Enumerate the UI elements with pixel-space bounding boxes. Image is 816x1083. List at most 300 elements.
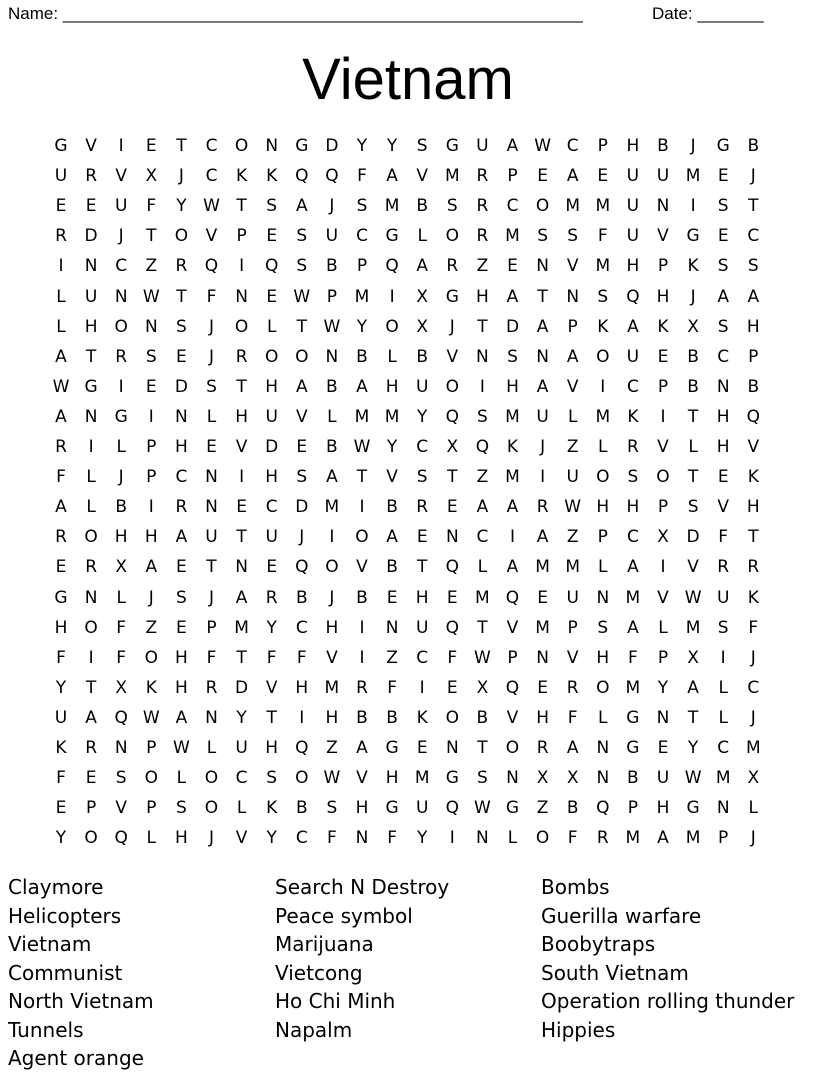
grid-letter: H (325, 617, 339, 638)
grid-letter: E (176, 346, 187, 367)
grid-letter: L (86, 497, 96, 518)
grid-letter: G (686, 798, 700, 819)
grid-letter: W (293, 286, 311, 307)
grid-letter: B (326, 376, 338, 397)
grid-letter: R (55, 527, 67, 548)
grid-letter: U (265, 406, 278, 427)
grid-letter: O (445, 376, 459, 397)
grid-letter: N (506, 768, 519, 789)
grid-letter: Y (176, 196, 187, 217)
grid-letter: N (325, 346, 339, 367)
grid-letter: C (205, 136, 218, 156)
grid-letter: Z (476, 467, 489, 488)
grid-letter: U (626, 346, 640, 367)
grid-letter: E (416, 738, 428, 758)
grid-letter: O (445, 226, 459, 247)
grid-letter: A (55, 406, 67, 427)
grid-letter: Z (145, 617, 158, 638)
grid-letter: F (116, 647, 127, 668)
grid-letter: H (385, 768, 399, 789)
grid-letter: Z (386, 647, 398, 668)
grid-letter: G (445, 286, 459, 307)
grid-letter: A (687, 677, 699, 698)
grid-letter: H (506, 376, 519, 397)
grid-letter: G (54, 136, 68, 156)
grid-letter: R (175, 256, 188, 277)
grid-letter: N (476, 346, 489, 367)
grid-letter: U (205, 527, 218, 548)
grid-letter: Q (505, 677, 520, 698)
grid-letter: L (236, 798, 247, 819)
grid-letter: S (717, 196, 729, 217)
grid-letter: S (296, 467, 308, 488)
grid-letter: P (657, 376, 669, 397)
grid-letter: B (416, 196, 429, 217)
grid-letter: E (176, 617, 187, 638)
grid-letter: I (118, 376, 124, 397)
grid-letter: L (658, 617, 668, 638)
grid-letter: F (567, 707, 578, 728)
grid-letter: E (386, 587, 398, 608)
grid-letter: H (84, 316, 98, 337)
grid-letter: E (717, 467, 729, 488)
grid-letter: R (85, 166, 97, 187)
grid-letter: J (118, 226, 124, 247)
grid-letter: J (750, 166, 756, 187)
grid-letter: A (566, 166, 579, 187)
grid-letter: O (505, 738, 520, 758)
grid-letter: P (507, 166, 518, 187)
grid-letter: E (266, 557, 278, 578)
grid-letter: R (416, 497, 429, 518)
grid-letter: D (686, 527, 700, 548)
grid-letter: B (657, 136, 669, 156)
grid-letter: P (657, 647, 669, 668)
grid-letter: J (690, 136, 696, 156)
grid-letter: T (748, 527, 759, 548)
grid-letter: J (750, 828, 756, 849)
grid-letter: R (356, 677, 368, 698)
grid-letter: O (84, 527, 98, 548)
grid-letter: A (295, 376, 308, 397)
grid-letter: T (416, 557, 428, 578)
grid-letter: F (718, 527, 729, 548)
word-list-item: Vietcong (275, 960, 363, 985)
grid-letter: U (114, 196, 128, 217)
grid-letter: G (385, 738, 399, 758)
grid-letter: L (206, 406, 217, 427)
grid-letter: G (114, 406, 128, 427)
grid-letter: N (445, 738, 459, 758)
grid-letter: O (596, 346, 610, 367)
grid-letter: T (236, 527, 247, 548)
grid-letter: W (473, 647, 491, 668)
grid-letter: M (625, 677, 641, 698)
grid-letter: I (600, 376, 606, 397)
grid-letter: K (687, 256, 699, 277)
grid-letter: H (596, 647, 610, 668)
grid-letter: M (475, 587, 490, 608)
word-search-grid (46, 131, 776, 853)
grid-letter: Q (475, 437, 490, 457)
grid-letter: D (265, 437, 279, 457)
grid-letter: J (178, 166, 184, 187)
grid-letter: L (146, 828, 157, 849)
grid-letter: E (416, 527, 428, 548)
grid-letter: W (323, 316, 341, 337)
grid-letter: G (385, 798, 399, 819)
grid-letter: N (205, 467, 218, 488)
grid-letter: B (295, 798, 308, 819)
grid-letter: T (236, 376, 247, 397)
grid-letter: K (266, 798, 278, 819)
grid-letter: S (175, 798, 187, 819)
grid-letter: R (566, 677, 579, 698)
grid-letter: I (58, 256, 64, 277)
grid-letter: H (325, 707, 339, 728)
grid-letter: W (142, 707, 160, 728)
grid-letter: K (747, 587, 759, 608)
grid-letter: I (660, 406, 666, 427)
grid-letter: G (626, 707, 640, 728)
grid-letter: J (148, 587, 154, 608)
grid-letter: K (55, 738, 67, 758)
grid-letter: M (595, 256, 611, 277)
grid-letter: T (236, 196, 247, 217)
grid-letter: H (265, 376, 279, 397)
grid-letter: R (626, 437, 639, 457)
grid-letter: A (506, 286, 519, 307)
grid-letter: X (687, 647, 699, 668)
grid-letter: F (628, 647, 638, 668)
grid-letter: S (567, 226, 579, 247)
grid-letter: N (175, 406, 188, 427)
grid-letter: H (174, 828, 188, 849)
grid-letter: J (690, 286, 696, 307)
grid-letter: S (266, 196, 278, 217)
grid-letter: U (54, 707, 68, 728)
grid-letter: J (208, 587, 214, 608)
grid-letter: P (206, 617, 217, 638)
grid-letter: E (597, 166, 609, 187)
grid-letter: X (145, 166, 158, 187)
grid-letter: C (626, 376, 639, 397)
grid-letter: J (299, 527, 305, 548)
grid-letter: A (536, 527, 549, 548)
grid-letter: M (625, 828, 641, 849)
grid-letter: O (656, 467, 670, 488)
grid-letter: S (115, 768, 127, 789)
grid-letter: B (326, 256, 338, 277)
grid-letter: R (175, 497, 188, 518)
grid-letter: C (115, 256, 128, 277)
grid-letter: U (84, 286, 98, 307)
grid-letter: A (386, 166, 398, 187)
grid-letter: N (385, 617, 399, 638)
grid-letter: J (750, 707, 756, 728)
grid-letter: A (326, 467, 338, 488)
grid-letter: H (355, 798, 369, 819)
word-list-item: Marijuana (275, 932, 374, 956)
grid-letter: A (627, 557, 639, 578)
grid-letter: M (565, 196, 581, 217)
word-list-item: Ho Chi Minh (275, 989, 396, 1013)
grid-letter: V (747, 437, 760, 457)
grid-letter: H (656, 798, 670, 819)
grid-letter: P (507, 647, 518, 668)
grid-letter: M (384, 406, 400, 427)
grid-letter: S (476, 406, 488, 427)
grid-letter: F (748, 617, 759, 638)
grid-letter: S (206, 376, 217, 397)
grid-letter: R (596, 828, 609, 849)
grid-letter: L (477, 557, 488, 578)
grid-letter: A (235, 587, 248, 608)
grid-letter: S (446, 196, 458, 217)
grid-letter: S (507, 346, 518, 367)
grid-letter: B (326, 437, 338, 457)
grid-letter: A (536, 316, 549, 337)
grid-letter: N (536, 346, 549, 367)
grid-letter: L (718, 677, 728, 698)
grid-letter: V (326, 647, 338, 668)
grid-letter: S (296, 226, 308, 247)
grid-letter: J (118, 467, 124, 488)
grid-letter: W (684, 587, 702, 608)
grid-letter: P (597, 527, 608, 548)
grid-letter: I (509, 527, 515, 548)
grid-letter: H (626, 256, 640, 277)
grid-letter: V (687, 557, 699, 578)
grid-letter: D (174, 376, 188, 397)
grid-letter: N (355, 828, 369, 849)
grid-letter: S (175, 587, 187, 608)
grid-letter: E (145, 136, 157, 156)
grid-letter: M (234, 617, 249, 638)
grid-letter: I (479, 376, 485, 397)
grid-letter: S (416, 467, 428, 488)
grid-letter: Q (204, 256, 219, 277)
grid-letter: B (356, 707, 368, 728)
grid-letter: P (567, 617, 578, 638)
grid-letter: V (85, 136, 97, 156)
grid-letter: S (416, 136, 428, 156)
grid-letter: V (566, 256, 579, 277)
grid-letter: A (55, 346, 67, 367)
grid-letter: H (656, 286, 670, 307)
grid-letter: D (84, 226, 98, 247)
grid-letter: D (235, 677, 249, 698)
grid-letter: A (416, 256, 428, 277)
grid-letter: N (265, 136, 279, 156)
word-list-item: Claymore (8, 875, 104, 899)
grid-letter: Z (566, 527, 579, 548)
grid-letter: M (384, 196, 400, 217)
grid-letter: U (325, 226, 339, 247)
grid-letter: V (416, 166, 428, 187)
word-list-item: Tunnels (8, 1017, 84, 1042)
grid-letter: M (414, 768, 430, 789)
grid-letter: U (656, 166, 670, 187)
grid-letter: N (445, 527, 459, 548)
grid-letter: I (359, 617, 365, 638)
grid-letter: F (206, 647, 217, 668)
grid-letter: U (536, 406, 549, 427)
grid-letter: S (747, 256, 759, 277)
grid-letter: V (506, 617, 519, 638)
grid-letter: L (567, 406, 578, 427)
grid-letter: R (55, 437, 67, 457)
grid-letter: S (476, 768, 488, 789)
grid-letter: K (416, 707, 428, 728)
grid-letter: N (536, 647, 549, 668)
grid-letter: J (540, 437, 546, 457)
grid-letter: V (235, 828, 248, 849)
grid-letter: A (506, 497, 519, 518)
grid-letter: G (84, 376, 98, 397)
grid-letter: H (746, 497, 760, 518)
grid-letter: R (235, 346, 248, 367)
grid-letter: F (387, 828, 397, 849)
grid-letter: O (84, 617, 98, 638)
grid-letter: W (142, 286, 160, 307)
grid-letter: I (148, 406, 154, 427)
grid-letter: M (565, 557, 581, 578)
grid-letter: H (596, 497, 610, 518)
grid-letter: R (85, 557, 97, 578)
grid-letter: Y (657, 677, 669, 698)
word-list-item: Search N Destroy (275, 875, 450, 899)
grid-letter: Q (325, 166, 339, 187)
grid-letter: O (234, 136, 249, 156)
grid-letter: Q (114, 707, 128, 728)
grid-letter: M (685, 166, 701, 187)
grid-letter: O (234, 316, 249, 337)
grid-letter: U (716, 587, 730, 608)
grid-letter: R (717, 557, 730, 578)
grid-letter: B (295, 587, 308, 608)
grid-letter: E (236, 497, 247, 518)
word-list-item: Napalm (275, 1017, 353, 1042)
grid-letter: S (597, 286, 609, 307)
grid-letter: X (115, 557, 128, 578)
grid-letter: E (446, 677, 458, 698)
grid-letter: V (657, 587, 669, 608)
grid-letter: U (415, 376, 429, 397)
grid-letter: I (690, 196, 696, 217)
grid-letter: H (385, 376, 399, 397)
grid-letter: G (445, 768, 459, 789)
grid-letter: M (324, 497, 340, 518)
grid-letter: I (359, 497, 365, 518)
grid-letter: V (566, 647, 579, 668)
grid-letter: N (476, 828, 489, 849)
word-list-item: Hippies (541, 1017, 616, 1042)
grid-letter: M (505, 406, 520, 427)
grid-letter: Q (445, 406, 459, 427)
grid-letter: Q (626, 286, 640, 307)
grid-letter: Z (326, 738, 338, 758)
grid-letter: E (657, 738, 669, 758)
grid-letter: C (717, 738, 730, 758)
grid-letter: P (567, 316, 578, 337)
grid-letter: H (114, 527, 128, 548)
grid-letter: Y (416, 828, 428, 849)
grid-letter: O (295, 346, 309, 367)
grid-letter: C (626, 527, 639, 548)
grid-letter: E (717, 166, 729, 187)
grid-letter: E (85, 196, 97, 217)
grid-letter: V (115, 798, 127, 819)
grid-letter: E (296, 437, 308, 457)
grid-letter: M (535, 617, 550, 638)
grid-letter: Y (386, 136, 398, 156)
grid-letter: S (296, 256, 308, 277)
grid-letter: I (299, 707, 305, 728)
grid-letter: F (56, 768, 66, 789)
grid-letter: O (535, 196, 550, 217)
grid-letter: P (326, 286, 338, 307)
grid-letter: N (84, 587, 98, 608)
grid-letter: R (205, 677, 218, 698)
grid-letter: M (354, 286, 370, 307)
grid-letter: R (55, 226, 67, 247)
grid-letter: S (175, 316, 187, 337)
grid-letter: M (685, 617, 701, 638)
grid-letter: S (145, 346, 157, 367)
grid-letter: N (656, 707, 670, 728)
grid-letter: Y (236, 707, 247, 728)
grid-letter: A (145, 557, 158, 578)
grid-letter: U (476, 136, 489, 156)
grid-letter: N (235, 286, 248, 307)
grid-letter: P (236, 226, 247, 247)
grid-letter: A (356, 738, 368, 758)
grid-letter: M (625, 587, 641, 608)
grid-letter: P (146, 738, 157, 758)
grid-letter: S (717, 617, 729, 638)
grid-letter: J (208, 346, 214, 367)
grid-letter: O (596, 677, 610, 698)
grid-letter: C (175, 467, 188, 488)
grid-letter: H (716, 437, 730, 457)
grid-letter: T (206, 557, 217, 578)
grid-letter: A (747, 286, 760, 307)
grid-letter: H (746, 316, 760, 337)
grid-letter: U (566, 587, 579, 608)
grid-letter: A (506, 557, 519, 578)
grid-letter: X (687, 316, 699, 337)
grid-letter: N (596, 768, 610, 789)
grid-letter: S (326, 798, 338, 819)
grid-letter: F (56, 467, 66, 488)
grid-letter: W (203, 196, 220, 217)
grid-letter: N (84, 406, 98, 427)
grid-letter: S (356, 196, 368, 217)
grid-letter: H (174, 437, 188, 457)
grid-letter: T (356, 467, 368, 488)
grid-letter: V (386, 467, 398, 488)
grid-letter: I (660, 557, 666, 578)
grid-letter: T (236, 647, 247, 668)
grid-letter: R (115, 346, 128, 367)
grid-letter: L (86, 467, 96, 488)
grid-letter: H (536, 707, 549, 728)
word-list-item: Bombs (541, 875, 610, 899)
grid-letter: V (205, 226, 218, 247)
grid-letter: T (477, 617, 488, 638)
word-list-column-3 (541, 873, 794, 1044)
